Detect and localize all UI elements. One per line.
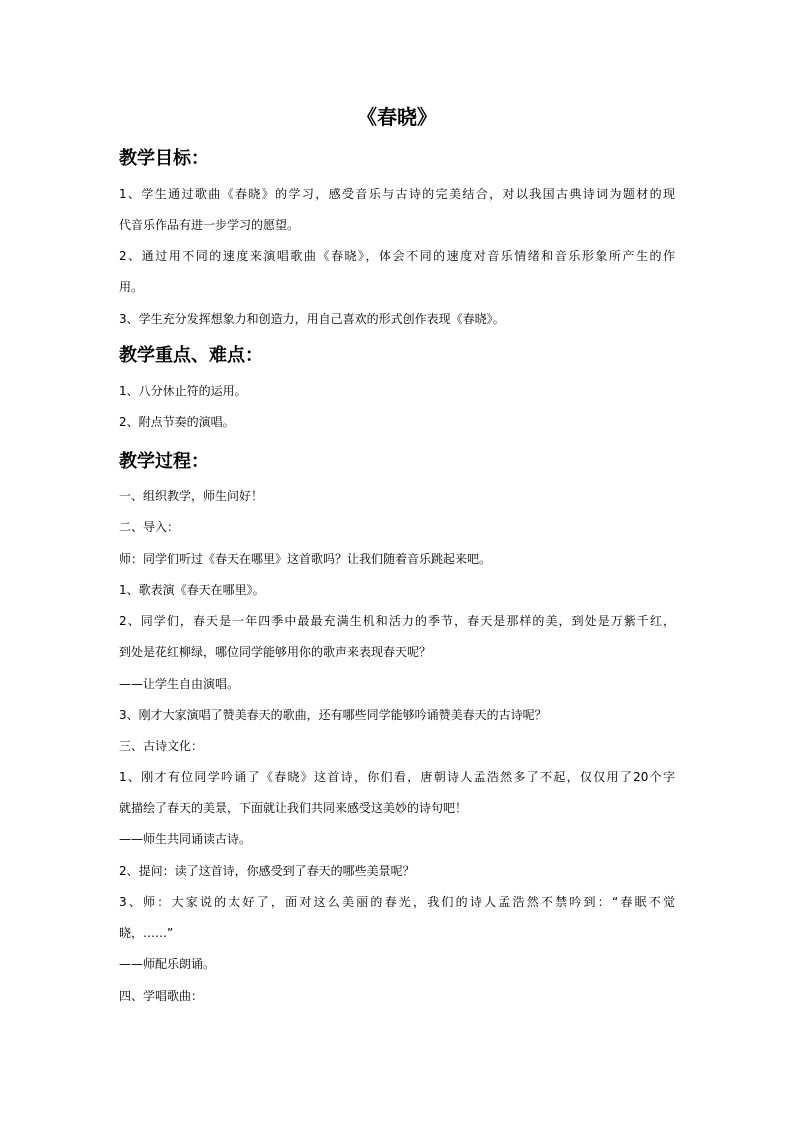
objectives-line: 2、通过用不同的速度来演唱歌曲《春晓》，体会不同的速度对音乐情绪和音乐形象所产生的作 bbox=[119, 249, 675, 263]
process-line: 一、组织教学，师生问好！ bbox=[119, 489, 264, 503]
process-line: 就描绘了春天的美景，下面就让我们共同来感受这美妙的诗句吧！ bbox=[119, 801, 468, 815]
key-points-heading: 教学重点、难点： bbox=[119, 345, 263, 366]
process-line: 3、刚才大家演唱了赞美春天的歌曲，还有哪些同学能够吟诵赞美春天的古诗呢？ bbox=[119, 708, 547, 722]
process-line: 到处是花红柳绿，哪位同学能够用你的歌声来表现春天呢？ bbox=[119, 645, 432, 659]
process-line: ——让学生自由演唱。 bbox=[119, 677, 240, 691]
process-line: ——师配乐朗诵。 bbox=[119, 957, 216, 971]
objectives-line: 代音乐作品有进一步学习的愿望。 bbox=[119, 218, 300, 232]
process-line: 1、刚才有位同学吟诵了《春晓》这首诗，你们看，唐朝诗人孟浩然多了不起，仅仅用了20个字 bbox=[119, 770, 675, 784]
key-points-line: 1、八分休止符的运用。 bbox=[119, 384, 247, 398]
process-line: ——师生共同诵读古诗。 bbox=[119, 832, 252, 846]
process-line: 2、同学们，春天是一年四季中最最充满生机和活力的季节，春天是那样的美，到处是万紫千红， bbox=[119, 614, 675, 628]
process-heading: 教学过程： bbox=[119, 451, 209, 472]
objectives-heading: 教学目标： bbox=[119, 148, 209, 169]
process-line: 四、学唱歌曲： bbox=[119, 989, 204, 1003]
process-line: 1、歌表演《春天在哪里》。 bbox=[119, 583, 265, 597]
process-line: 师：同学们听过《春天在哪里》这首歌吗？让我们随着音乐跳起来吧。 bbox=[119, 552, 492, 566]
process-line: 晓，……” bbox=[119, 926, 174, 940]
process-line: 2、提问：读了这首诗，你感受到了春天的哪些美景呢？ bbox=[119, 864, 415, 878]
process-line: 二、导入： bbox=[119, 520, 180, 534]
objectives-line: 3、学生充分发挥想象力和创造力，用自己喜欢的形式创作表现《春晓》。 bbox=[119, 312, 505, 326]
document-title: 《春晓》 bbox=[357, 105, 437, 129]
process-line: 三、古诗文化： bbox=[119, 739, 204, 753]
process-line: 3、师：大家说的太好了，面对这么美丽的春光，我们的诗人孟浩然不禁吟到：“春眠不觉 bbox=[119, 895, 675, 909]
key-points-line: 2、附点节奏的演唱。 bbox=[119, 415, 235, 429]
objectives-line: 用。 bbox=[119, 280, 144, 294]
objectives-line: 1、学生通过歌曲《春晓》的学习，感受音乐与古诗的完美结合，对以我国古典诗词为题材的现 bbox=[119, 187, 675, 201]
